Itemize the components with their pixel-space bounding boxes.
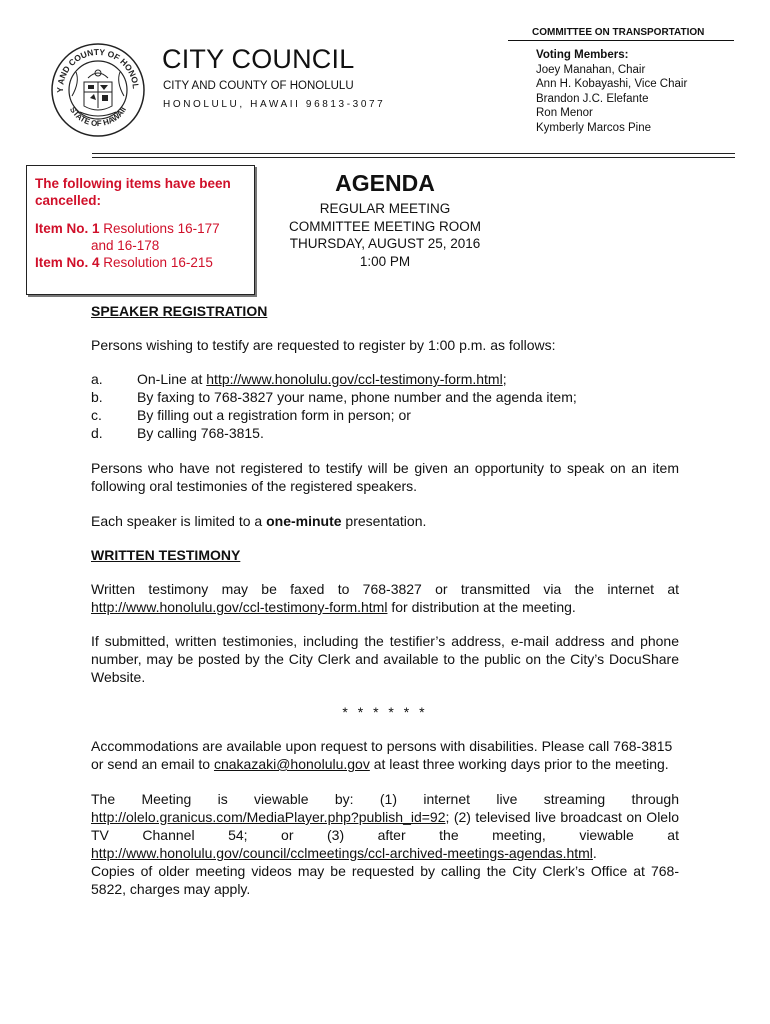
list-letter: c. [91,407,102,423]
agenda-meeting-type: REGULAR MEETING [319,201,451,216]
cancelled-item-1-cont: and 16-178 [91,238,160,253]
svg-text:CITY AND COUNTY OF HONOLULU [50,42,141,93]
cancelled-heading: The following items have been cancelled: [35,176,231,208]
list-text: By calling 768-3815. [137,425,264,441]
agenda-time: 1:00 PM [359,253,411,269]
list-letter: b. [91,389,103,405]
speaker-limit-text [91,512,679,530]
header-rule-top [92,153,735,154]
seal-text-top: Y AND COUNTY OF HONOL [54,46,142,93]
viewing-text [91,790,679,862]
speaker-registration-heading: SPEAKER REGISTRATION [91,303,268,319]
council-subtitle: CITY AND COUNTY OF HONOLULU [163,80,354,92]
agenda-body [91,302,679,898]
limit-pre: Each speaker is limited to a [91,513,267,529]
written-post: for distribution at the meeting. [387,599,576,615]
agenda-block [250,170,520,270]
member: Joey Manahan, Chair [536,63,646,76]
member: Ann H. Kobayashi, Vice Chair [536,78,688,90]
agenda-title: AGENDA [335,170,435,196]
list-item [91,424,679,442]
cancelled-item-2 [35,254,254,271]
voting-label: Voting Members: [536,49,629,61]
limit-bold: one-minute [266,513,342,529]
accommodations-pre: Accommodations are available upon request to persons with disabilities. Please call 768-3815 or send an email to [91,738,673,772]
list-text: ; [502,371,507,387]
header-rule-bottom [92,157,735,158]
council-address: HONOLULU, HAWAII 96813-3077 [163,99,386,110]
list-text: By filling out a registration form in person; or [137,407,411,423]
cancelled-items-box [26,165,255,295]
cancelled-item-1-label: Item No. 1 [35,221,100,236]
svg-text:STATE OF HAWAII [68,105,128,128]
cancelled-item-1 [35,220,254,237]
list-letter: a. [91,371,103,387]
unregistered-speakers-text: Persons who have not registered to testify will be given an opportunity to speak on an item following oral testimonies of the registered speakers. [91,460,679,494]
list-letter: d. [91,425,103,441]
written-posting-text: If submitted, written testimonies, including the testifier’s address, e-mail address and phone number, may be posted by the City Clerk and available to the public on the City’s DocuShare Website. [91,633,679,685]
member: Brandon J.C. Elefante [536,92,649,105]
section-separator: * * * * * * [342,704,428,720]
council-title: CITY COUNCIL [162,44,355,74]
list-item [91,388,679,406]
written-testimony-link[interactable]: http://www.honolulu.gov/ccl-testimony-form.html [91,599,388,615]
city-seal [50,42,146,138]
limit-post: presentation. [341,513,427,529]
accommodations-post: at least three working days prior to the meeting. [369,756,669,772]
written-pre: Written testimony may be faxed to 768-3827 or transmitted via the internet at [91,581,679,597]
seal-text-bottom: STATE OF HAWAII [67,105,129,129]
registration-options [91,370,679,442]
agenda-room: COMMITTEE MEETING ROOM [289,218,481,234]
olelo-stream-link[interactable]: http://olelo.granicus.com/MediaPlayer.php?publish_id=92 [91,809,446,825]
committee-underline [508,40,734,41]
list-item [91,370,679,388]
list-text: By faxing to 768-3827 your name, phone number and the agenda item; [137,389,577,405]
cancelled-item-2-label: Item No. 4 [35,255,100,270]
committee-name: COMMITTEE ON TRANSPORTATION [532,27,705,38]
viewing-mid: ; (2) televised live broadcast on Olelo TV Channel 54; or (3) after the meeting, viewable at [91,809,679,843]
accommodations-text [91,737,679,773]
agenda-date: THURSDAY, AUGUST 25, 2016 [289,236,481,251]
list-text: On-Line at [137,371,207,387]
video-copies-text: Copies of older meeting videos may be requested by calling the City Clerk’s Office at 768-5822, charges may apply. [91,863,679,897]
member: Ron Menor [536,107,593,119]
viewing-pre: The Meeting is viewable by: (1) internet live streaming through [91,791,679,807]
written-testimony-heading: WRITTEN TESTIMONY [91,547,241,563]
list-item [91,406,679,424]
written-testimony-text [91,580,679,616]
speaker-intro: Persons wishing to testify are requested to register by 1:00 p.m. as follows: [91,337,556,353]
member: Kymberly Marcos Pine [536,121,652,134]
viewing-post: . [592,845,597,861]
cancelled-item-1-text: Resolutions 16-177 [103,221,220,236]
archived-meetings-link[interactable]: http://www.honolulu.gov/council/cclmeetings/ccl-archived-meetings-agendas.html [91,845,593,861]
voting-members [536,48,687,135]
email-link[interactable]: cnakazaki@honolulu.gov [213,756,370,772]
cancelled-item-2-text: Resolution 16-215 [103,255,213,270]
testimony-form-link[interactable]: http://www.honolulu.gov/ccl-testimony-form.html [206,371,503,387]
